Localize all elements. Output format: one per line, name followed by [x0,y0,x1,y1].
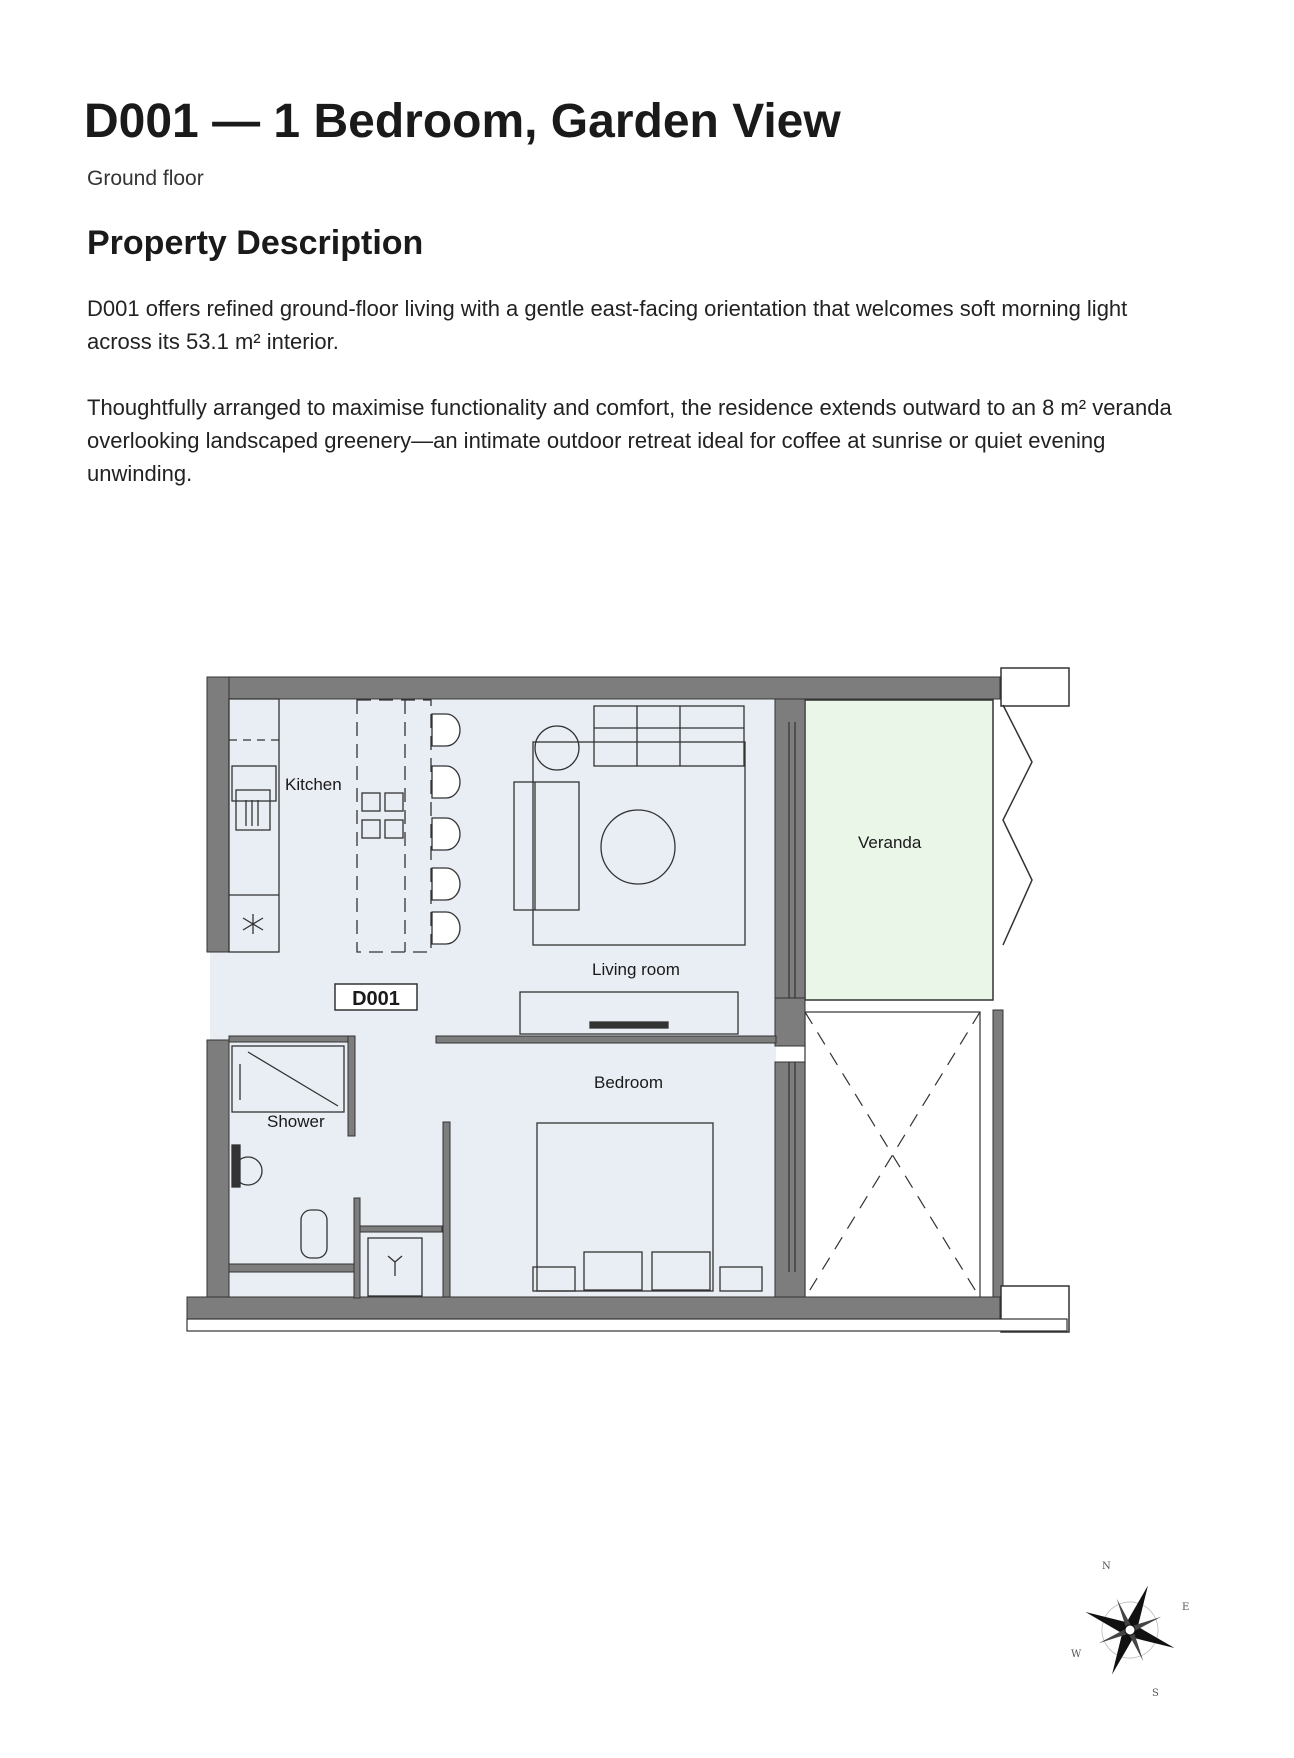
description-paragraph-2: Thoughtfully arranged to maximise functionality and comfort, the residence extends outward to an 8 m² veranda overlooking landscaped greenery—an intimate outdoor retreat ideal for coffee at sunrise or quiet evening unwinding. [87,395,1172,486]
section-heading: Property Description [87,224,424,262]
floor-level: Ground floor [87,167,204,190]
living-room-label: Living room [592,960,680,979]
veranda-label: Veranda [858,833,922,852]
page-title: D001 — 1 Bedroom, Garden View [84,95,841,148]
compass-east: E [1182,1602,1190,1613]
kitchen-label: Kitchen [285,775,342,794]
compass-rose-icon [1060,1560,1200,1700]
compass-west: W [1071,1649,1082,1660]
shower-label: Shower [267,1112,325,1131]
compass-south: S [1152,1688,1159,1699]
unit-tag: D001 [352,988,400,1010]
bedroom-label: Bedroom [594,1073,663,1092]
compass-north: N [1102,1561,1111,1572]
description-paragraph-1: D001 offers refined ground-floor living with a gentle east-facing orientation that welcomes soft morning light across its 53.1 m² interior. [87,296,1128,354]
